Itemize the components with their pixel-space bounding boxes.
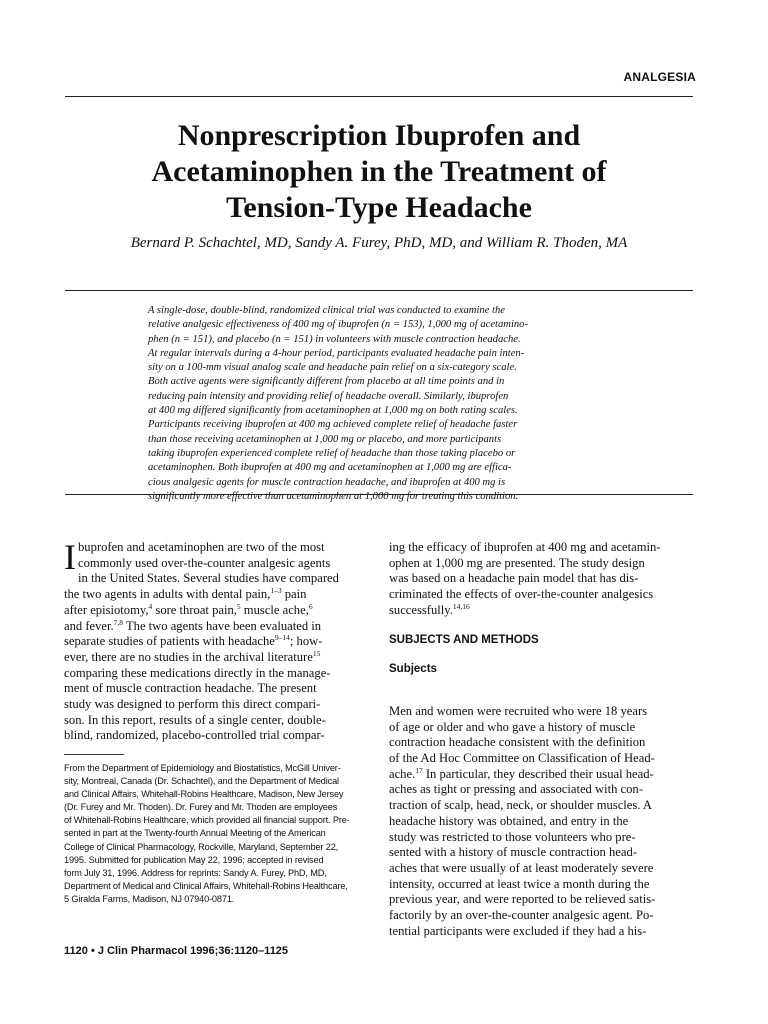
abstract-line: at 400 mg differed significantly from acetaminophen at 1,000 mg on both rating scales. <box>148 405 518 417</box>
body-line: Men and women were recruited who were 18 years <box>389 703 648 718</box>
footer-bullet: • <box>90 945 95 957</box>
abstract-line: significantly more effective than acetaminophen at 1,000 mg for treating this condition. <box>148 490 519 502</box>
section-label: ANALGESIA <box>623 70 696 84</box>
body-line: sented with a history of muscle contraction head- <box>389 845 637 860</box>
body-line: aches that were usually of at least moderately severe <box>389 860 654 875</box>
body-line <box>64 619 369 635</box>
abstract-top-rule <box>65 290 693 291</box>
body-line: son. In this report, results of a single center, double- <box>64 712 326 727</box>
body-line: intensity, occurred at least twice a month during the <box>389 876 650 891</box>
body-line <box>389 767 694 783</box>
footnote-line: From the Department of Epidemiology and Biostatistics, McGill Univer- <box>64 763 341 773</box>
article-title <box>65 118 693 226</box>
body-line: ment of muscle contraction headache. The present <box>64 681 317 696</box>
abstract-line: than those receiving acetaminophen at 1,000 mg or placebo, and more participants <box>148 433 502 445</box>
citation-ref: 9–14 <box>274 633 290 643</box>
header-rule <box>65 96 693 97</box>
body-line: tential participants were excluded if they had a his- <box>389 923 647 938</box>
abstract-line: A single-dose, double-blind, randomized clinical trial was conducted to examine the <box>148 305 505 316</box>
affiliation-footnote <box>64 762 379 906</box>
body-line: buprofen and acetaminophen are two of the most <box>78 540 325 554</box>
title-line: Nonprescription Ibuprofen and <box>177 119 581 152</box>
body-line: commonly used over-the-counter analgesic agents <box>78 555 331 570</box>
citation-ref: 4 <box>148 601 153 611</box>
footnote-line: sity, Montreal, Canada (Dr. Schachtel), and the Department of Medical <box>64 776 339 787</box>
title-line: Acetaminophen in the Treatment of <box>151 155 607 188</box>
citation-ref: 6 <box>308 601 313 611</box>
footnote-line: 1995. Submitted for publication May 22, 1996; accepted in revised <box>64 854 324 865</box>
citation-ref: 15 <box>312 648 321 658</box>
body-line: was based on a headache pain model that has dis- <box>389 571 639 586</box>
drop-cap: I <box>64 537 76 577</box>
citation-ref: 7,8 <box>113 617 124 627</box>
abstract-line: relative analgesic effectiveness of 400 mg of ibuprofen (n = 153), 1,000 mg of acetamino- <box>148 319 529 331</box>
body-line: comparing these medications directly in the manage- <box>64 665 331 680</box>
citation-ref: 17 <box>415 765 423 775</box>
body-line: ophen at 1,000 mg are presented. The study design <box>389 555 645 570</box>
body-line: traction of scalp, head, neck, or shoulder muscles. A <box>389 798 652 813</box>
footnote-line: sented in part at the Twenty-fourth Annual Meeting of the American <box>64 828 326 839</box>
body-line: criminated the effects of over-the-counter analgesics <box>389 587 654 602</box>
abstract-bottom-rule <box>65 494 693 495</box>
citation-ref: 1–3 <box>270 585 282 595</box>
text-run: separate studies of patients with headache <box>64 634 275 649</box>
footnote-line: College of Clinical Pharmacology, Rockville, Maryland, September 22, <box>64 841 339 852</box>
footnote-line: of Whitehall-Robins Healthcare, which provided all financial support. Pre- <box>64 815 350 826</box>
abstract-line: reducing pain intensity and providing relief of headache overall. Similarly, ibuprofen <box>148 390 509 402</box>
body-line: factorily by an over-the-counter analgesic agent. Po- <box>389 908 654 923</box>
title-line: Tension-Type Headache <box>226 191 532 224</box>
abstract <box>148 304 604 504</box>
footnote-line: 5 Giralda Farms, Madison, NJ 07940-0871. <box>64 893 235 904</box>
body-line <box>64 603 369 619</box>
footnote-line: form July 31, 1996. Address for reprints: Sandy A. Furey, PhD, MD, <box>64 867 327 878</box>
body-line <box>389 603 694 619</box>
text-run: sore throat pain, <box>152 602 237 617</box>
text-run: ache. <box>389 766 416 781</box>
body-line: of age or older and who gave a history of muscle <box>389 719 636 734</box>
text-run: muscle ache, <box>240 602 309 617</box>
body-line: previous year, and were reported to be relieved satis- <box>389 892 656 907</box>
page-number: 1120 <box>64 945 88 957</box>
text-run: ever, there are no studies in the archival literature <box>64 649 313 664</box>
body-column-right <box>389 540 694 939</box>
page-footer <box>64 945 288 957</box>
body-line: ing the efficacy of ibuprofen at 400 mg and acetamin- <box>389 540 661 554</box>
abstract-line: At regular intervals during a 4-hour period, participants evaluated headache pain inten- <box>148 347 525 359</box>
footnote-line: (Dr. Furey and Mr. Thoden). Dr. Furey and Mr. Thoden are employees <box>64 802 338 813</box>
text-run: successfully. <box>389 602 453 617</box>
text-run: pain <box>281 587 307 602</box>
abstract-line: cious analgesic agents for muscle contraction headache, and ibuprofen at 400 mg is <box>148 476 506 488</box>
footnote-rule <box>64 754 124 755</box>
body-column-left <box>64 537 369 744</box>
footnote-line: Department of Medical and Clinical Affairs, Whitehall-Robins Healthcare, <box>64 880 348 891</box>
text-run: In particular, they described their usual head- <box>422 766 654 781</box>
footnote-line: and Clinical Affairs, Whitehall-Robins Healthcare, Madison, New Jersey <box>64 789 344 800</box>
abstract-line: phen (n = 151), and placebo (n = 151) in volunteers with muscle contraction headache. <box>148 333 521 345</box>
text-run: The two agents have been evaluated in <box>123 618 322 633</box>
body-line: of the Ad Hoc Committee on Classification of Head- <box>389 751 655 766</box>
body-line <box>64 587 369 603</box>
body-line <box>64 650 369 666</box>
abstract-line: sity on a 100-mm visual analog scale and headache pain relief on a six-category scale. <box>148 362 517 374</box>
subsection-heading: Subjects <box>389 663 437 676</box>
body-line: study was restricted to those volunteers who pre- <box>389 829 636 844</box>
body-line: aches as tight or pressing and associated with con- <box>389 782 643 797</box>
abstract-line: acetaminophen. Both ibuprofen at 400 mg and acetaminophen at 1,000 mg are effica- <box>148 462 512 474</box>
body-line <box>64 634 369 650</box>
body-line: in the United States. Several studies have compared <box>78 571 339 586</box>
citation-ref: 14,16 <box>452 601 470 611</box>
body-line: headache history was obtained, and entry in the <box>389 813 629 828</box>
text-run: and fever. <box>64 618 114 633</box>
body-line: blind, randomized, placebo-controlled trial compar- <box>64 728 325 743</box>
journal-citation: J Clin Pharmacol 1996;36:1120–1125 <box>97 945 289 957</box>
abstract-line: Both active agents were significantly different from placebo at all time points and in <box>148 376 505 388</box>
author-list: Bernard P. Schachtel, MD, Sandy A. Furey, PhD, MD, and William R. Thoden, MA <box>130 235 628 251</box>
text-run: the two agents in adults with dental pain, <box>64 587 271 602</box>
body-line: study was designed to perform this direct compari- <box>64 697 321 712</box>
citation-ref: 5 <box>236 601 241 611</box>
body-line: contraction headache consistent with the definition <box>389 735 646 750</box>
abstract-line: taking ibuprofen experienced complete relief of headache than those taking placebo or <box>148 447 516 459</box>
abstract-line: Participants receiving ibuprofen at 400 mg achieved complete relief of headache faster <box>148 419 518 431</box>
section-heading: SUBJECTS AND METHODS <box>389 633 539 646</box>
text-run: after episiotomy, <box>64 602 149 617</box>
text-run: ; how- <box>289 634 323 649</box>
